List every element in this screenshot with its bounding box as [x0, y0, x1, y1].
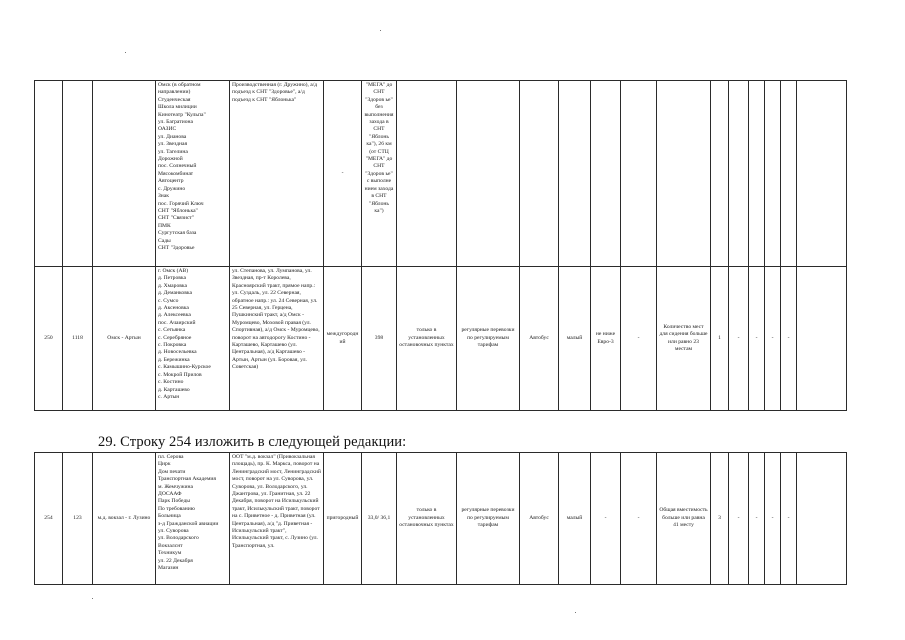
cell-tariff: [457, 81, 520, 267]
table-row: [35, 81, 847, 267]
cell-d4: -: [781, 453, 797, 585]
cell-num: 254: [35, 453, 63, 585]
cell-km: 398: [362, 267, 397, 411]
cell-order: только в установленных остановочных пунктах: [397, 453, 457, 585]
cell-route: Омск - Артын: [93, 267, 156, 411]
cell-d2: [749, 81, 765, 267]
scan-speck: [125, 52, 126, 53]
cell-extra: [797, 267, 847, 411]
cell-class: малый: [559, 453, 591, 585]
cell-eco: не ниже Евро-3: [591, 267, 621, 411]
cell-d1: -: [729, 267, 749, 411]
cell-qty: [711, 81, 729, 267]
scan-speck: [380, 30, 381, 31]
cell-d1: -: [729, 453, 749, 585]
cell-qty: 3: [711, 453, 729, 585]
cell-schedule: "МЕГА" до СНТ "Здоров ье" без выполнения захода в СНТ "Яблонь ка"), 26 км (от СТЦ "МЕГА" до СНТ "Здоров ье" с выполне нием захода в СНТ "Яблонь ка"): [362, 81, 397, 267]
cell-dash: -: [621, 267, 657, 411]
cell-vehicle: [520, 81, 559, 267]
table-row: [35, 267, 847, 411]
cell-num: 250: [35, 267, 63, 411]
cell-reg: 123: [63, 453, 93, 585]
scan-speck: [575, 612, 576, 613]
cell-d1: [729, 81, 749, 267]
cell-dist: -: [324, 81, 362, 267]
cell-d2: -: [749, 267, 765, 411]
cell-tariff: регулярные перевозки по регулируемым тарифам: [457, 453, 520, 585]
cell-capacity: Общая вместимость больше или равна 41 месту: [657, 453, 711, 585]
cell-num: [35, 81, 63, 267]
cell-capacity: Количество мест для сидения больше или равно 23 местам: [657, 267, 711, 411]
cell-d3: -: [765, 267, 781, 411]
cell-dist: междугородний: [324, 267, 362, 411]
cell-eco: [591, 81, 621, 267]
cell-km: 33,0/ 36,1: [362, 453, 397, 585]
routes-table-top: [34, 80, 847, 411]
cell-vehicle: Автобус: [520, 453, 559, 585]
scan-speck: [92, 598, 93, 599]
cell-d4: -: [781, 267, 797, 411]
cell-order: только в установленных остановочных пунктах: [397, 267, 457, 411]
cell-tariff: регулярные перевозки по регулируемым тарифам: [457, 267, 520, 411]
cell-extra: [797, 453, 847, 585]
cell-class: малый: [559, 267, 591, 411]
cell-dash: -: [621, 453, 657, 585]
cell-order: [397, 81, 457, 267]
cell-streets: ул. Степанова, ул. Лумпанова, ул. Звездная, пр-т Королева, Красноярский тракт, прямое напр.: ул. Суздаль, ул. 22 Северная, обратное напр.: ул. 24 Северная, ул. 25 Северная, ул. Герцена, Пушкинский тракт, а/д Омск - Муромцево, Моховой правая (ул. Спортивная), а/д Омск - Муромцево, поворот на автодорогу Костино - Карташево, Карташево (ул. Центральная), а/д Карташево - Артын, Артын (ул. Боровая, ул. Советская): [230, 267, 324, 411]
cell-streets: Производственная (г. Дружино), а/д подъезд к СНТ "Здоровье", а/д подъезд к СНТ "Яблонька": [230, 81, 324, 267]
table-row: [35, 453, 847, 585]
cell-route: м.д. вокзал - г. Лузино: [93, 453, 156, 585]
cell-d4: [781, 81, 797, 267]
cell-d3: -: [765, 453, 781, 585]
cell-reg: 1118: [63, 267, 93, 411]
cell-reg: [63, 81, 93, 267]
cell-dist: пригородный: [324, 453, 362, 585]
cell-route: [93, 81, 156, 267]
cell-class: [559, 81, 591, 267]
cell-d2: -: [749, 453, 765, 585]
amendment-heading: 29. Строку 254 изложить в следующей редакции:: [98, 434, 407, 450]
routes-table-bottom: [34, 452, 847, 585]
cell-eco: -: [591, 453, 621, 585]
cell-stops: пл. Серова Цирк Дом печати Транспортная Академия м. Жемчужина ДОСААФ Парк Победы По требованию Больница з-д Гражданской авиации ул. Суворова ул. Володарского Вокзалснт Техникум ул. 22 Декабря Магазин: [156, 453, 230, 585]
cell-stops: Омск (в обратном направлении) Студенческая Школа милиции Кинотеатр "Кульпа" ул. Багратиона ОАЗИС ул. Дианова ул. Звездная ул. Тагелина Дорожной пос. Солнечный Мясокомбинат Автоцентр с. Дружино Знак пос. Горячий Ключ СНТ "Яблонька" СНТ "Связист" ПМК Сургутская база Сады СНТ "Здоровье: [156, 81, 230, 267]
cell-capacity: [657, 81, 711, 267]
cell-d3: [765, 81, 781, 267]
cell-qty: 1: [711, 267, 729, 411]
cell-extra: [797, 81, 847, 267]
cell-dash: [621, 81, 657, 267]
cell-stops: г. Омск (АВ) д. Петровка д. Хмаровка д. Деманковка с. Сумсо д. Аксеновка д. Алексеевка пос. Ачаирский с. Сетьянка с. Серебряное с. Покровка д. Новосельевка д. Бережинка с. Камышино-Курское с. Мокрой Прилов с. Костино д. Карташево с. Артын: [156, 267, 230, 411]
cell-vehicle: Автобус: [520, 267, 559, 411]
cell-streets: ООТ "м.д. вокзал" (Привокзальная площадь), пр. К. Маркса, поворот на Ленинградский мост, Ленинградский мост, поворот на ул. Суворова, ул. Суворова, ул. Володарского, ул. Джантрова, ул. Гранитная, ул. 22 Декабря, поворот на Исилькульский тракт, Исилькульский тракт, поворот на с. Приветное - д. Приветная (ул. Центральная), а/д "д. Приветная - Исилькульский тракт", Исилькульский тракт, с. Лузино (ул. Транспортная, ул.: [230, 453, 324, 585]
